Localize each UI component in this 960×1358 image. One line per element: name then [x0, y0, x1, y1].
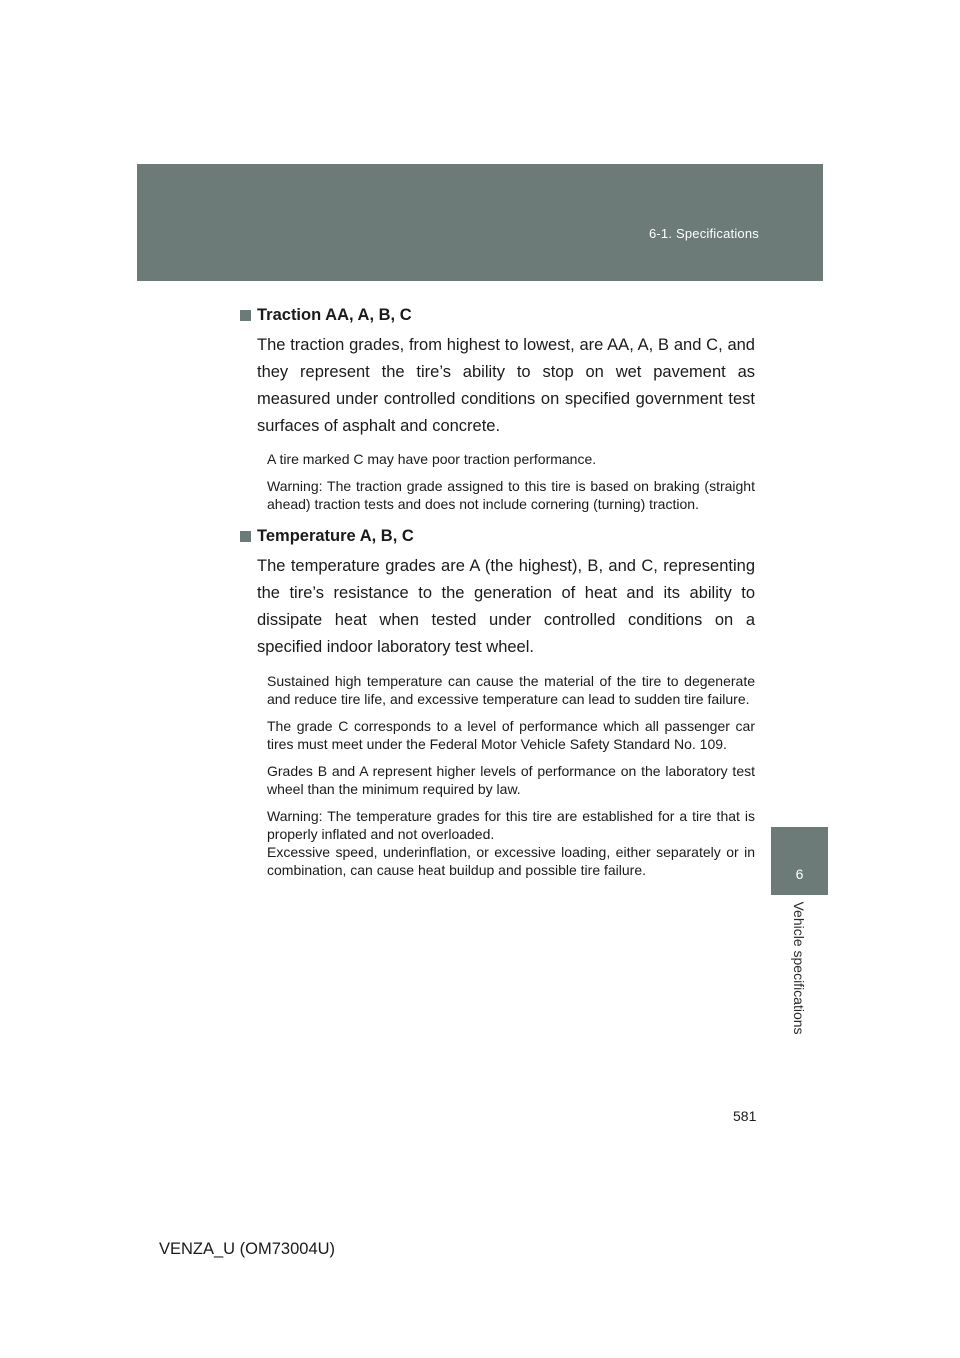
header-band: [137, 164, 823, 281]
chapter-number: 6: [795, 866, 804, 882]
temperature-heading-text: Temperature A, B, C: [257, 527, 414, 545]
square-bullet-icon: [240, 531, 251, 542]
traction-body: The traction grades, from highest to lowest, are AA, A, B and C, and they represent the tire’s ability to stop on wet pavement as measured under controlled conditions on specified government test surfaces of asphalt and concrete.: [257, 336, 755, 435]
square-bullet-icon: [240, 310, 251, 321]
chapter-tab: [771, 827, 828, 895]
traction-warning: Warning: The traction grade assigned to this tire is based on braking (straight ahead) traction tests and does not include cornering (turning) traction.: [267, 478, 755, 512]
traction-heading-text: Traction AA, A, B, C: [257, 306, 412, 324]
temperature-note: Grades B and A represent higher levels of performance on the laboratory test wheel than the minimum required by law.: [267, 763, 755, 797]
temperature-heading: [242, 525, 755, 547]
traction-note: A tire marked C may have poor traction performance.: [267, 451, 597, 467]
page-content: [242, 304, 755, 879]
chapter-title: Vehicle specifications: [791, 901, 807, 1035]
document-id: VENZA_U (OM73004U): [159, 1240, 336, 1258]
page-number: 581: [733, 1108, 757, 1124]
temperature-body: The temperature grades are A (the highest), B, and C, representing the tire’s resistance to the generation of heat and its ability to dissipate heat when tested under controlled conditions on a specified indoor laboratory test wheel.: [257, 557, 755, 656]
temperature-warning: Warning: The temperature grades for this tire are established for a tire that is properly inflated and not overloaded.: [267, 808, 755, 842]
temperature-note: The grade C corresponds to a level of performance which all passenger car tires must meet under the Federal Motor Vehicle Safety Standard No. 109.: [267, 718, 755, 752]
section-label: 6-1. Specifications: [648, 226, 759, 241]
temperature-warning-continued: Excessive speed, underinflation, or excessive loading, either separately or in combination, can cause heat buildup and possible tire failure.: [267, 844, 755, 878]
traction-heading: [242, 304, 755, 326]
temperature-note: Sustained high temperature can cause the material of the tire to degenerate and reduce tire life, and excessive temperature can lead to sudden tire failure.: [267, 673, 755, 707]
